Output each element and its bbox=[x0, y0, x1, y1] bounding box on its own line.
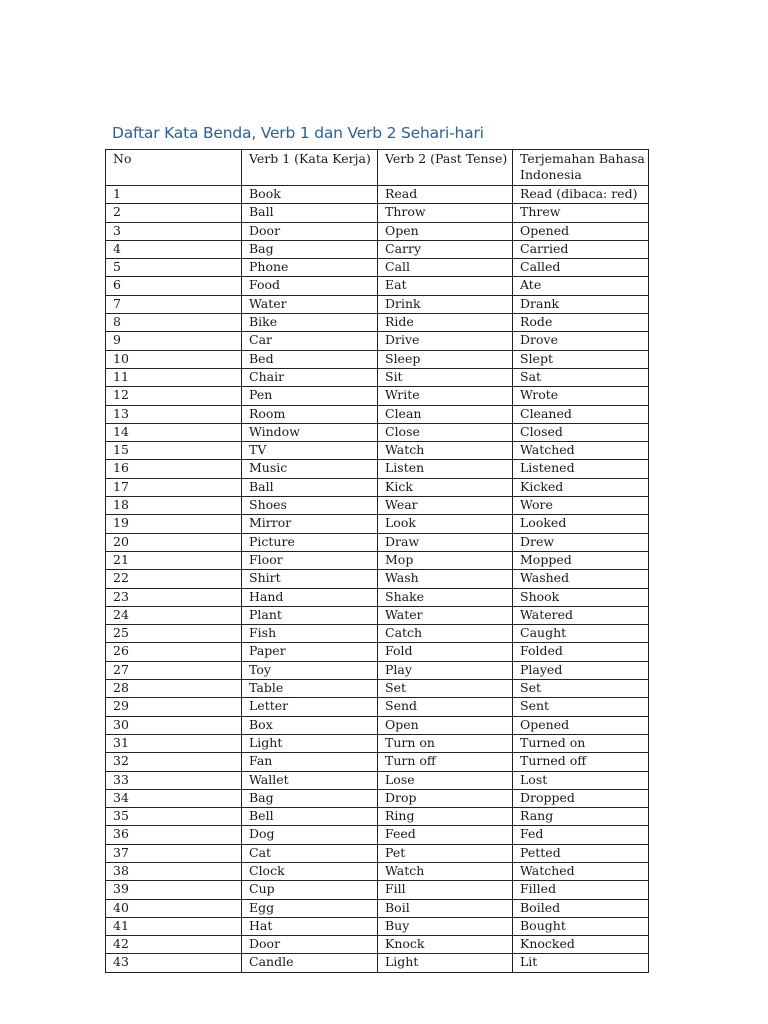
cell-verb2: Carry bbox=[378, 240, 513, 258]
cell-translation: Rode bbox=[513, 314, 649, 332]
cell-verb1: Toy bbox=[242, 661, 378, 679]
cell-verb1: Phone bbox=[242, 259, 378, 277]
cell-verb1: Ball bbox=[242, 478, 378, 496]
cell-verb1: Bell bbox=[242, 808, 378, 826]
table-row bbox=[106, 643, 649, 661]
cell-verb2: Listen bbox=[378, 460, 513, 478]
cell-verb2: Look bbox=[378, 515, 513, 533]
cell-verb2: Light bbox=[378, 954, 513, 972]
cell-verb1: Ball bbox=[242, 204, 378, 222]
table-row bbox=[106, 240, 649, 258]
table-row bbox=[106, 588, 649, 606]
cell-verb2: Sleep bbox=[378, 350, 513, 368]
cell-translation: Petted bbox=[513, 844, 649, 862]
cell-verb2: Ring bbox=[378, 808, 513, 826]
table-row bbox=[106, 405, 649, 423]
table-body bbox=[106, 186, 649, 973]
cell-no: 17 bbox=[106, 478, 242, 496]
table-row bbox=[106, 716, 649, 734]
table-row bbox=[106, 478, 649, 496]
cell-verb2: Fill bbox=[378, 881, 513, 899]
cell-verb1: Cat bbox=[242, 844, 378, 862]
table-row bbox=[106, 954, 649, 972]
cell-verb2: Buy bbox=[378, 917, 513, 935]
cell-verb2: Close bbox=[378, 423, 513, 441]
table-row bbox=[106, 387, 649, 405]
cell-translation: Knocked bbox=[513, 936, 649, 954]
table-row bbox=[106, 204, 649, 222]
table-row bbox=[106, 826, 649, 844]
cell-verb2: Play bbox=[378, 661, 513, 679]
cell-translation: Slept bbox=[513, 350, 649, 368]
cell-verb1: Dog bbox=[242, 826, 378, 844]
cell-verb2: Feed bbox=[378, 826, 513, 844]
cell-verb2: Draw bbox=[378, 533, 513, 551]
cell-no: 11 bbox=[106, 368, 242, 386]
cell-verb2: Write bbox=[378, 387, 513, 405]
cell-verb1: Hat bbox=[242, 917, 378, 935]
cell-verb2: Knock bbox=[378, 936, 513, 954]
table-row bbox=[106, 314, 649, 332]
cell-verb1: Picture bbox=[242, 533, 378, 551]
table-row bbox=[106, 460, 649, 478]
table-row bbox=[106, 497, 649, 515]
cell-verb1: Letter bbox=[242, 698, 378, 716]
table-row bbox=[106, 332, 649, 350]
cell-translation: Watered bbox=[513, 606, 649, 624]
vocabulary-table bbox=[105, 149, 649, 973]
cell-verb1: Mirror bbox=[242, 515, 378, 533]
cell-no: 37 bbox=[106, 844, 242, 862]
cell-verb2: Watch bbox=[378, 442, 513, 460]
cell-no: 38 bbox=[106, 862, 242, 880]
cell-verb2: Watch bbox=[378, 862, 513, 880]
cell-no: 7 bbox=[106, 295, 242, 313]
cell-verb2: Drop bbox=[378, 789, 513, 807]
cell-translation: Threw bbox=[513, 204, 649, 222]
cell-translation: Caught bbox=[513, 625, 649, 643]
cell-verb1: Paper bbox=[242, 643, 378, 661]
cell-translation: Played bbox=[513, 661, 649, 679]
cell-translation: Mopped bbox=[513, 551, 649, 569]
cell-translation: Drew bbox=[513, 533, 649, 551]
cell-no: 1 bbox=[106, 186, 242, 204]
cell-no: 10 bbox=[106, 350, 242, 368]
cell-verb1: Table bbox=[242, 680, 378, 698]
cell-verb1: Room bbox=[242, 405, 378, 423]
cell-verb2: Ride bbox=[378, 314, 513, 332]
cell-verb2: Set bbox=[378, 680, 513, 698]
table-row bbox=[106, 808, 649, 826]
cell-translation: Called bbox=[513, 259, 649, 277]
cell-verb2: Boil bbox=[378, 899, 513, 917]
cell-no: 22 bbox=[106, 570, 242, 588]
cell-translation: Sent bbox=[513, 698, 649, 716]
cell-no: 9 bbox=[106, 332, 242, 350]
cell-no: 39 bbox=[106, 881, 242, 899]
cell-translation: Listened bbox=[513, 460, 649, 478]
cell-verb1: Clock bbox=[242, 862, 378, 880]
cell-verb2: Send bbox=[378, 698, 513, 716]
cell-no: 2 bbox=[106, 204, 242, 222]
cell-verb1: Wallet bbox=[242, 771, 378, 789]
cell-verb2: Open bbox=[378, 716, 513, 734]
cell-verb2: Wash bbox=[378, 570, 513, 588]
cell-no: 25 bbox=[106, 625, 242, 643]
cell-translation: Lit bbox=[513, 954, 649, 972]
cell-no: 33 bbox=[106, 771, 242, 789]
cell-verb1: Candle bbox=[242, 954, 378, 972]
cell-no: 5 bbox=[106, 259, 242, 277]
table-row bbox=[106, 606, 649, 624]
cell-verb1: Music bbox=[242, 460, 378, 478]
table-row bbox=[106, 277, 649, 295]
cell-no: 28 bbox=[106, 680, 242, 698]
cell-no: 18 bbox=[106, 497, 242, 515]
table-row bbox=[106, 423, 649, 441]
cell-verb1: Floor bbox=[242, 551, 378, 569]
cell-no: 14 bbox=[106, 423, 242, 441]
cell-verb2: Pet bbox=[378, 844, 513, 862]
cell-translation: Closed bbox=[513, 423, 649, 441]
cell-no: 8 bbox=[106, 314, 242, 332]
cell-verb2: Throw bbox=[378, 204, 513, 222]
cell-translation: Carried bbox=[513, 240, 649, 258]
cell-verb2: Shake bbox=[378, 588, 513, 606]
table-row bbox=[106, 680, 649, 698]
cell-no: 21 bbox=[106, 551, 242, 569]
cell-verb1: Book bbox=[242, 186, 378, 204]
cell-translation: Turned off bbox=[513, 753, 649, 771]
table-row bbox=[106, 533, 649, 551]
table-row bbox=[106, 570, 649, 588]
cell-no: 12 bbox=[106, 387, 242, 405]
table-row bbox=[106, 661, 649, 679]
cell-translation: Rang bbox=[513, 808, 649, 826]
table-row bbox=[106, 350, 649, 368]
table-row bbox=[106, 515, 649, 533]
table-row bbox=[106, 186, 649, 204]
cell-verb1: Window bbox=[242, 423, 378, 441]
cell-no: 26 bbox=[106, 643, 242, 661]
header-row bbox=[106, 150, 649, 186]
cell-no: 6 bbox=[106, 277, 242, 295]
cell-verb2: Turn on bbox=[378, 734, 513, 752]
cell-verb2: Mop bbox=[378, 551, 513, 569]
table-row bbox=[106, 936, 649, 954]
cell-verb1: Door bbox=[242, 936, 378, 954]
cell-translation: Fed bbox=[513, 826, 649, 844]
cell-translation: Ate bbox=[513, 277, 649, 295]
table-row bbox=[106, 442, 649, 460]
cell-verb1: Shoes bbox=[242, 497, 378, 515]
cell-translation: Dropped bbox=[513, 789, 649, 807]
cell-no: 34 bbox=[106, 789, 242, 807]
cell-verb1: Egg bbox=[242, 899, 378, 917]
table-row bbox=[106, 881, 649, 899]
table-row bbox=[106, 862, 649, 880]
table-row bbox=[106, 222, 649, 240]
cell-verb1: Food bbox=[242, 277, 378, 295]
cell-verb2: Clean bbox=[378, 405, 513, 423]
cell-verb2: Fold bbox=[378, 643, 513, 661]
cell-no: 13 bbox=[106, 405, 242, 423]
cell-verb2: Read bbox=[378, 186, 513, 204]
table-header bbox=[106, 150, 649, 186]
cell-verb2: Wear bbox=[378, 497, 513, 515]
header-translation: Terjemahan Bahasa Indonesia bbox=[513, 150, 649, 186]
cell-verb2: Call bbox=[378, 259, 513, 277]
cell-verb1: Fish bbox=[242, 625, 378, 643]
header-verb2: Verb 2 (Past Tense) bbox=[378, 150, 513, 186]
cell-verb1: Bag bbox=[242, 789, 378, 807]
cell-verb1: Car bbox=[242, 332, 378, 350]
cell-verb1: Hand bbox=[242, 588, 378, 606]
cell-no: 30 bbox=[106, 716, 242, 734]
cell-verb1: TV bbox=[242, 442, 378, 460]
cell-translation: Read (dibaca: red) bbox=[513, 186, 649, 204]
cell-translation: Shook bbox=[513, 588, 649, 606]
cell-verb1: Chair bbox=[242, 368, 378, 386]
cell-verb1: Bed bbox=[242, 350, 378, 368]
cell-translation: Washed bbox=[513, 570, 649, 588]
cell-verb1: Plant bbox=[242, 606, 378, 624]
cell-no: 4 bbox=[106, 240, 242, 258]
cell-verb2: Kick bbox=[378, 478, 513, 496]
cell-verb1: Fan bbox=[242, 753, 378, 771]
cell-translation: Filled bbox=[513, 881, 649, 899]
cell-verb1: Water bbox=[242, 295, 378, 313]
cell-verb2: Drink bbox=[378, 295, 513, 313]
cell-verb2: Open bbox=[378, 222, 513, 240]
cell-translation: Cleaned bbox=[513, 405, 649, 423]
cell-no: 23 bbox=[106, 588, 242, 606]
cell-no: 32 bbox=[106, 753, 242, 771]
cell-no: 40 bbox=[106, 899, 242, 917]
cell-translation: Turned on bbox=[513, 734, 649, 752]
table-row bbox=[106, 625, 649, 643]
cell-translation: Kicked bbox=[513, 478, 649, 496]
cell-verb1: Bag bbox=[242, 240, 378, 258]
cell-no: 31 bbox=[106, 734, 242, 752]
cell-no: 3 bbox=[106, 222, 242, 240]
cell-verb1: Light bbox=[242, 734, 378, 752]
table-row bbox=[106, 551, 649, 569]
table-row bbox=[106, 753, 649, 771]
cell-verb2: Lose bbox=[378, 771, 513, 789]
table-row bbox=[106, 698, 649, 716]
cell-no: 19 bbox=[106, 515, 242, 533]
cell-no: 27 bbox=[106, 661, 242, 679]
cell-translation: Drove bbox=[513, 332, 649, 350]
cell-translation: Bought bbox=[513, 917, 649, 935]
cell-translation: Set bbox=[513, 680, 649, 698]
cell-translation: Boiled bbox=[513, 899, 649, 917]
document-title: Daftar Kata Benda, Verb 1 dan Verb 2 Sehari-hari bbox=[112, 124, 484, 142]
table-row bbox=[106, 368, 649, 386]
cell-no: 43 bbox=[106, 954, 242, 972]
header-no: No bbox=[106, 150, 242, 186]
cell-verb1: Bike bbox=[242, 314, 378, 332]
table-row bbox=[106, 259, 649, 277]
cell-no: 15 bbox=[106, 442, 242, 460]
cell-verb1: Box bbox=[242, 716, 378, 734]
cell-no: 36 bbox=[106, 826, 242, 844]
cell-no: 20 bbox=[106, 533, 242, 551]
cell-translation: Folded bbox=[513, 643, 649, 661]
cell-verb2: Sit bbox=[378, 368, 513, 386]
table-row bbox=[106, 917, 649, 935]
cell-no: 29 bbox=[106, 698, 242, 716]
table-row bbox=[106, 844, 649, 862]
cell-verb2: Water bbox=[378, 606, 513, 624]
cell-translation: Watched bbox=[513, 442, 649, 460]
table-row bbox=[106, 734, 649, 752]
header-verb1: Verb 1 (Kata Kerja) bbox=[242, 150, 378, 186]
cell-translation: Opened bbox=[513, 222, 649, 240]
cell-no: 42 bbox=[106, 936, 242, 954]
table-row bbox=[106, 899, 649, 917]
cell-translation: Watched bbox=[513, 862, 649, 880]
cell-no: 41 bbox=[106, 917, 242, 935]
cell-translation: Drank bbox=[513, 295, 649, 313]
cell-translation: Wore bbox=[513, 497, 649, 515]
cell-verb1: Pen bbox=[242, 387, 378, 405]
cell-verb1: Door bbox=[242, 222, 378, 240]
cell-verb1: Cup bbox=[242, 881, 378, 899]
cell-verb2: Drive bbox=[378, 332, 513, 350]
cell-verb2: Eat bbox=[378, 277, 513, 295]
cell-no: 35 bbox=[106, 808, 242, 826]
cell-verb1: Shirt bbox=[242, 570, 378, 588]
table-row bbox=[106, 789, 649, 807]
cell-no: 16 bbox=[106, 460, 242, 478]
cell-no: 24 bbox=[106, 606, 242, 624]
table-row bbox=[106, 295, 649, 313]
cell-translation: Lost bbox=[513, 771, 649, 789]
cell-translation: Sat bbox=[513, 368, 649, 386]
cell-verb2: Turn off bbox=[378, 753, 513, 771]
cell-translation: Looked bbox=[513, 515, 649, 533]
table-row bbox=[106, 771, 649, 789]
cell-verb2: Catch bbox=[378, 625, 513, 643]
cell-translation: Wrote bbox=[513, 387, 649, 405]
cell-translation: Opened bbox=[513, 716, 649, 734]
